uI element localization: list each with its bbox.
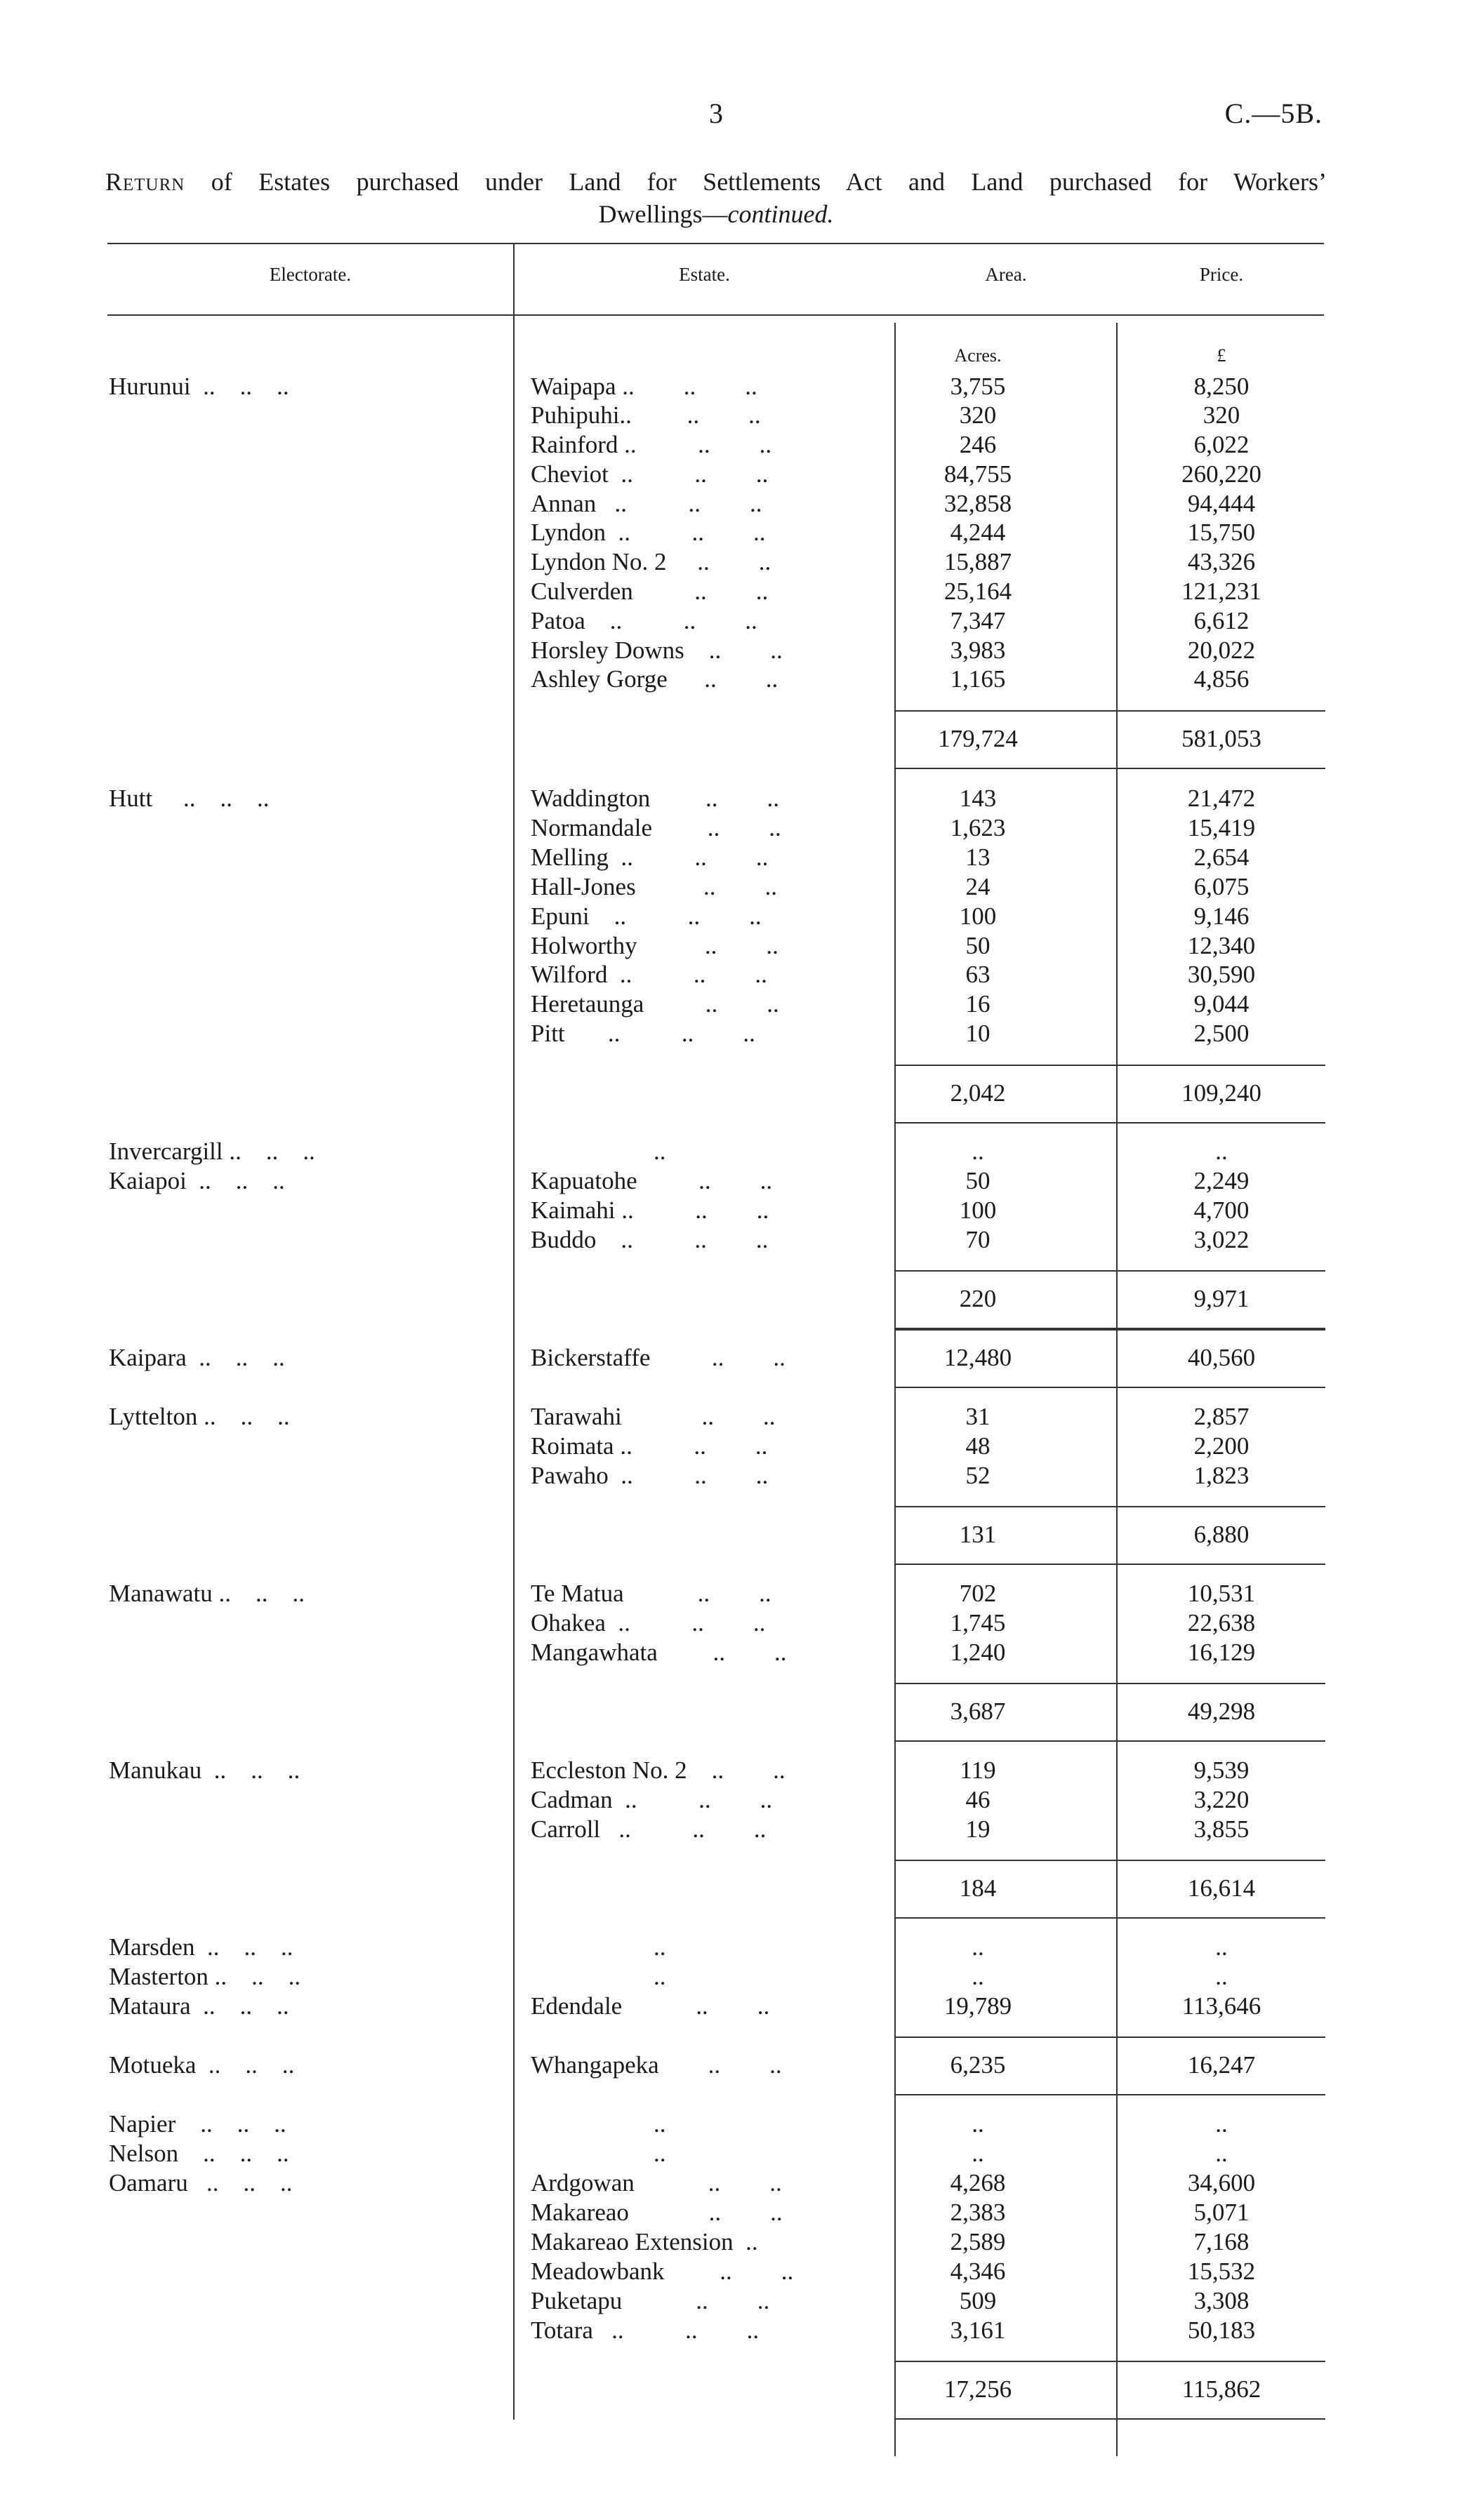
subtotal-row [0,1874,1484,1903]
sum-rule [894,1917,1325,1919]
table-row [0,606,1484,636]
estate-cell: Ardgowan .. .. [531,2169,782,2196]
price-cell: 50,183 [1187,2316,1256,2344]
table-row [0,2109,1484,2139]
area-cell: 25,164 [943,578,1012,605]
electorate-cell: Hurunui .. .. .. [109,373,289,400]
document-reference: C.—5B. [1224,98,1323,129]
price-cell: 16,614 [1187,1874,1256,1902]
price-cell: .. [1215,2140,1228,2167]
area-cell: 24 [965,873,991,900]
area-unit: Acres. [954,345,1002,366]
column-header-price: Price. [1199,264,1244,285]
area-cell: 1,165 [950,665,1006,693]
price-cell: 260,220 [1181,460,1261,488]
estate-cell: Makareao .. .. [531,2199,783,2226]
price-cell: 5,071 [1193,2199,1250,2226]
estate-cell: Hall-Jones .. .. [531,873,777,900]
price-cell: .. [1215,2110,1228,2138]
price-cell: 7,168 [1193,2228,1250,2255]
table-row [0,1638,1484,1667]
estate-cell: Whangapeka .. .. [531,2051,782,2079]
area-cell: 32,858 [943,490,1012,517]
price-cell: 15,532 [1187,2258,1256,2285]
price-cell: 2,200 [1193,1432,1250,1460]
price-cell: 113,646 [1181,1992,1261,2020]
price-cell: 3,308 [1193,2287,1250,2314]
estate-cell: Puhipuhi.. .. .. [531,401,761,429]
price-cell: 6,075 [1193,873,1250,900]
area-cell: 70 [965,1226,991,1253]
price-cell: 2,500 [1193,1020,1250,1047]
table-row [0,1933,1484,1962]
area-cell: 84,755 [943,460,1012,488]
table-row [0,547,1484,577]
table-row [0,1019,1484,1048]
sum-rule [894,2036,1325,2038]
table-row [0,636,1484,665]
column-header-electorate: Electorate. [269,264,352,285]
price-cell: 109,240 [1181,1079,1261,1107]
table-row [0,372,1484,401]
area-cell: 12,480 [943,1344,1012,1371]
table-row [0,2051,1484,2080]
price-cell: 40,560 [1187,1344,1256,1371]
estate-cell: Eccleston No. 2 .. .. [531,1756,786,1784]
estate-cell: Rainford .. .. .. [531,431,772,458]
estate-cell: Annan .. .. .. [531,490,762,517]
area-cell: 17,256 [943,2375,1012,2403]
table-row [0,401,1484,430]
electorate-cell: Oamaru .. .. .. [109,2169,293,2196]
estate-cell: .. [531,1138,666,1165]
estate-cell: Kaimahi .. .. .. [531,1196,769,1224]
price-cell: 16,247 [1187,2051,1256,2079]
sum-rule [894,2418,1325,2420]
price-cell: 9,539 [1193,1756,1250,1784]
area-cell: 19 [965,1815,991,1843]
price-cell: 3,022 [1193,1226,1250,1253]
sum-rule [894,1564,1325,1565]
estate-cell: Pawaho .. .. .. [531,1462,769,1489]
table-row [0,577,1484,606]
price-cell: .. [1215,1963,1228,1990]
sum-rule [894,1506,1325,1507]
electorate-cell: Kaipara .. .. .. [109,1344,285,1371]
price-cell: 1,823 [1193,1462,1250,1489]
price-cell: 22,638 [1187,1609,1256,1636]
price-cell: .. [1215,1138,1228,1165]
area-cell: 100 [959,902,997,930]
price-cell: 12,340 [1187,932,1256,959]
price-cell: 30,590 [1187,961,1256,988]
area-cell: .. [972,2110,984,2138]
area-cell: 179,724 [938,725,1018,752]
estate-cell: Heretaunga .. .. [531,990,779,1018]
area-cell: 3,161 [950,2316,1006,2344]
estate-cell: Roimata .. .. .. [531,1432,768,1460]
sum-rule [894,1387,1325,1388]
area-cell: 1,623 [950,814,1006,841]
price-cell: 8,250 [1193,373,1250,400]
electorate-cell: Nelson .. .. .. [109,2140,289,2167]
electorate-cell: Kaiapoi .. .. .. [109,1167,285,1194]
table-row [0,1756,1484,1785]
sum-rule [894,1329,1325,1331]
estate-cell: .. [531,1933,666,1961]
electorate-cell: Hutt .. .. .. [109,785,270,812]
table-row [0,2139,1484,2168]
area-cell: 320 [959,401,997,429]
estate-cell: Puketapu .. .. [531,2287,770,2314]
price-cell: 16,129 [1187,1639,1256,1666]
table-row [0,430,1484,460]
table-row [0,489,1484,519]
area-cell: 46 [965,1786,991,1813]
area-cell: 702 [959,1580,997,1607]
estate-cell: Culverden .. .. [531,578,769,605]
sum-rule [894,1860,1325,1861]
table-row [0,2227,1484,2257]
estate-cell: Bickerstaffe .. .. [531,1344,786,1371]
area-cell: 3,687 [950,1698,1006,1725]
table-row [0,1962,1484,1992]
sum-rule [894,1122,1325,1124]
sum-rule [894,2361,1325,2362]
estate-cell: .. [531,2140,666,2167]
price-cell: 34,600 [1187,2169,1256,2196]
estate-cell: Patoa .. .. .. [531,607,757,634]
area-cell: 50 [965,932,991,959]
price-cell: 320 [1203,401,1240,429]
table-row [0,2286,1484,2316]
area-cell: 15,887 [943,548,1012,575]
estate-cell: .. [531,1963,666,1990]
area-cell: 1,240 [950,1639,1006,1666]
area-cell: .. [972,1963,984,1990]
column-header-area: Area. [985,264,1027,285]
table-row [0,1225,1484,1255]
area-cell: 131 [959,1521,997,1548]
price-cell: 2,249 [1193,1167,1250,1194]
table-row [0,665,1484,694]
area-cell: 100 [959,1196,997,1224]
table-row [0,902,1484,931]
price-cell: 43,326 [1187,548,1256,575]
estate-cell: Totara .. .. .. [531,2316,760,2344]
estate-cell: Wilford .. .. .. [531,961,767,988]
title-lead: Return [105,168,185,196]
estate-cell: Tarawahi .. .. [531,1403,776,1430]
price-cell: 94,444 [1187,490,1256,517]
price-cell: 21,472 [1187,785,1256,812]
estate-cell: Ohakea .. .. .. [531,1609,766,1636]
sum-rule [894,2094,1325,2095]
area-cell: 16 [965,990,991,1018]
price-cell: 2,654 [1193,844,1250,871]
area-cell: 13 [965,844,991,871]
electorate-cell: Manawatu .. .. .. [109,1580,305,1607]
table-row [0,1137,1484,1166]
area-cell: 6,235 [950,2051,1006,2079]
area-cell: 246 [959,431,997,458]
table-row [0,1196,1484,1225]
area-cell: 19,789 [943,1992,1012,2020]
table-row [0,784,1484,813]
table-row [0,1343,1484,1373]
table-row [0,1579,1484,1608]
price-cell: 49,298 [1187,1698,1256,1725]
price-cell: 9,971 [1193,1285,1250,1312]
area-cell: 1,745 [950,1609,1006,1636]
subtotal-row [0,1284,1484,1314]
estate-cell: Holworthy .. .. [531,932,779,959]
table-row [0,2316,1484,2345]
table-row [0,960,1484,989]
sum-rule [894,710,1325,712]
price-cell: 121,231 [1181,578,1261,605]
sum-rule [894,1065,1325,1066]
sum-rule [894,1683,1325,1684]
price-cell: 10,531 [1187,1580,1256,1607]
area-cell: 4,268 [950,2169,1006,2196]
table-row [0,1432,1484,1461]
estate-cell: Cheviot .. .. .. [531,460,769,488]
price-cell: 6,612 [1193,607,1250,634]
area-cell: .. [972,1933,984,1961]
subtotal-row [0,1079,1484,1108]
price-cell: 6,022 [1193,431,1250,458]
estate-cell: Waddington .. .. [531,785,779,812]
table-row [0,1166,1484,1196]
price-cell: 4,856 [1193,665,1250,693]
subtotal-row [0,2375,1484,2404]
title-continued: continued. [727,200,834,228]
area-cell: 48 [965,1432,991,1460]
area-cell: 2,383 [950,2199,1006,2226]
price-cell: 9,044 [1193,990,1250,1018]
price-cell: 9,146 [1193,902,1250,930]
table-row [0,1461,1484,1491]
electorate-cell: Manukau .. .. .. [109,1756,300,1784]
table-row [0,460,1484,489]
area-cell: 63 [965,961,991,988]
table-row [0,1815,1484,1844]
table-row [0,931,1484,961]
estate-cell: Kapuatohe .. .. [531,1167,773,1194]
table-row [0,2257,1484,2286]
estate-cell: Horsley Downs .. .. [531,636,783,664]
estate-cell: Meadowbank .. .. [531,2258,794,2285]
price-cell: 3,855 [1193,1815,1250,1843]
area-cell: 143 [959,785,997,812]
sum-rule [894,768,1325,769]
table-row [0,1785,1484,1815]
estate-cell: Buddo .. .. .. [531,1226,769,1253]
price-cell: 581,053 [1181,725,1261,752]
subtotal-row [0,1697,1484,1726]
estate-cell: Makareao Extension .. [531,2228,758,2255]
estate-cell: Lyndon .. .. .. [531,519,766,546]
area-cell: .. [972,2140,984,2167]
estate-cell: Te Matua .. .. [531,1580,771,1607]
page-number: 3 [709,98,723,129]
table-row [0,989,1484,1019]
electorate-cell: Motueka .. .. .. [109,2051,295,2079]
table-row [0,1402,1484,1432]
table-row [0,813,1484,843]
subtotal-row [0,1520,1484,1549]
table-row [0,2168,1484,2198]
area-cell: .. [972,1138,984,1165]
electorate-cell: Napier .. .. .. [109,2110,286,2138]
estate-cell: Waipapa .. .. .. [531,373,757,400]
price-cell: 115,862 [1181,2375,1261,2403]
table-row [0,872,1484,902]
area-cell: 184 [959,1874,997,1902]
electorate-cell: Mataura .. .. .. [109,1992,289,2020]
area-cell: 50 [965,1167,991,1194]
table-row [0,1608,1484,1638]
electorate-cell: Masterton .. .. .. [109,1963,301,1990]
price-cell: 15,750 [1187,519,1256,546]
price-cell: 6,880 [1193,1521,1250,1548]
area-cell: 7,347 [950,607,1006,634]
title-line-1: of Estates purchased under Land for Settlements Act and Land purchased for Workers’ [185,168,1327,196]
area-cell: 3,755 [950,373,1006,400]
area-cell: 3,983 [950,636,1006,664]
estate-cell: Lyndon No. 2 .. .. [531,548,771,575]
estate-cell: Ashley Gorge .. .. [531,665,779,693]
area-cell: 220 [959,1285,997,1312]
estate-cell: Melling .. .. .. [531,844,769,871]
price-unit: £ [1217,345,1226,366]
area-cell: 4,244 [950,519,1006,546]
area-cell: 31 [965,1403,991,1430]
area-cell: 2,042 [950,1079,1006,1107]
sum-rule [894,1270,1325,1272]
area-cell: 509 [959,2287,997,2314]
estate-cell: Edendale .. .. [531,1992,770,2020]
price-cell: 3,220 [1193,1786,1250,1813]
table-row [0,518,1484,547]
table-row [0,2198,1484,2227]
price-cell: 15,419 [1187,814,1256,841]
area-cell: 4,346 [950,2258,1006,2285]
column-header-estate: Estate. [679,264,730,285]
estate-cell: Carroll .. .. .. [531,1815,767,1843]
title-line-2: Dwellings— [598,200,728,228]
subtotal-row [0,724,1484,754]
price-cell: 20,022 [1187,636,1256,664]
estate-cell: Normandale .. .. [531,814,781,841]
price-cell: 2,857 [1193,1403,1250,1430]
estate-cell: .. [531,2110,666,2138]
area-cell: 10 [965,1020,991,1047]
electorate-cell: Lyttelton .. .. .. [109,1403,290,1430]
area-cell: 2,589 [950,2228,1006,2255]
sum-rule [894,1740,1325,1742]
price-cell: 4,700 [1193,1196,1250,1224]
estate-cell: Pitt .. .. .. [531,1020,755,1047]
table-row [0,843,1484,872]
estate-cell: Mangawhata .. .. [531,1639,787,1666]
electorate-cell: Invercargill .. .. .. [109,1138,315,1165]
area-cell: 119 [960,1756,996,1784]
table-row [0,1992,1484,2021]
estate-cell: Epuni .. .. .. [531,902,762,930]
electorate-cell: Marsden .. .. .. [109,1933,293,1961]
price-cell: .. [1215,1933,1228,1961]
area-cell: 52 [965,1462,991,1489]
estate-cell: Cadman .. .. .. [531,1786,773,1813]
